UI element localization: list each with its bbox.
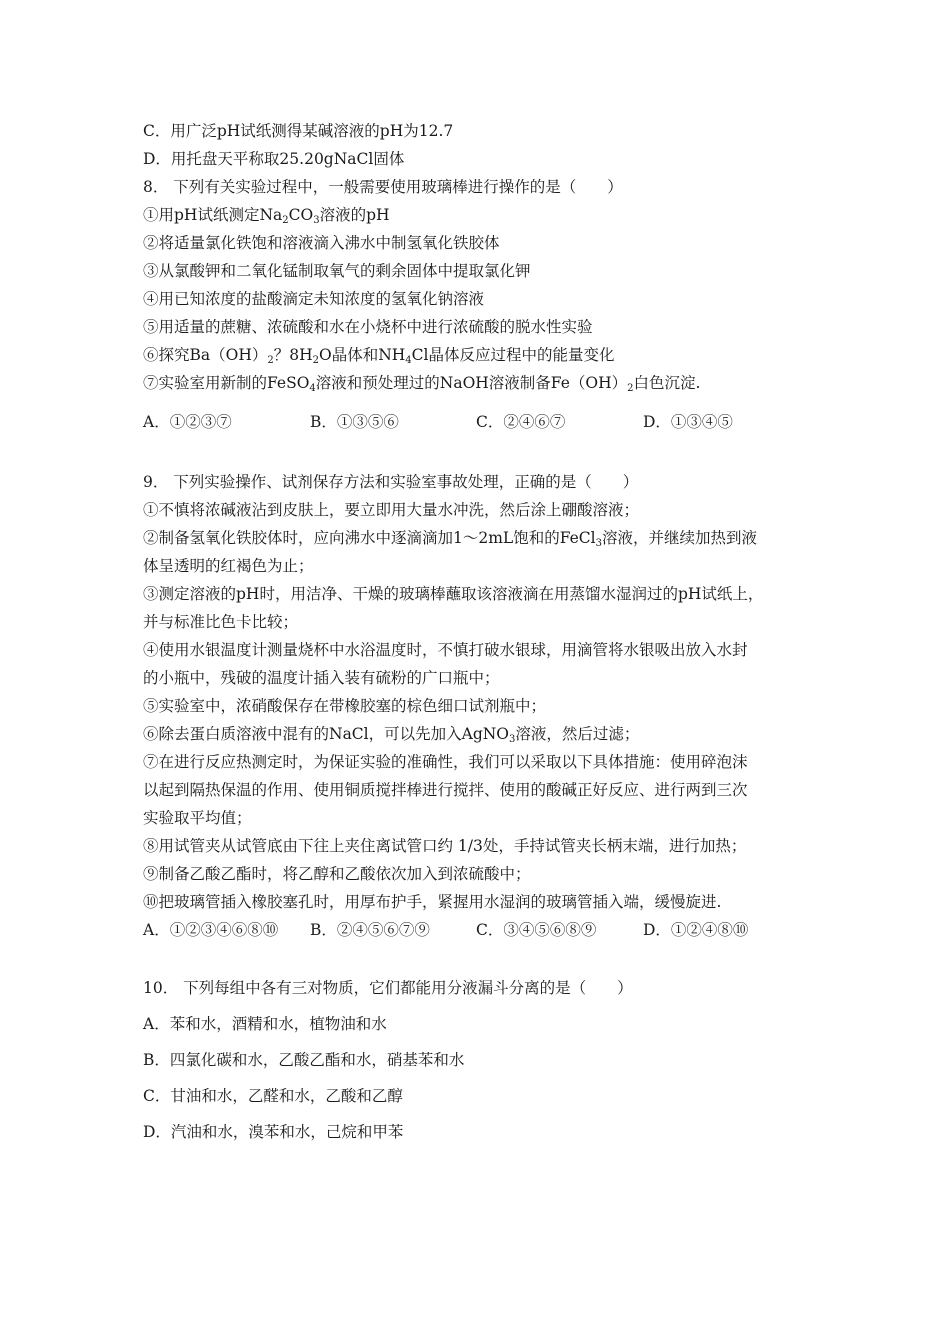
q9-item-8: ⑧用试管夹从试管底由下往上夹住离试管口约 1/3处，手持试管夹长柄末端，进行加热；: [143, 837, 747, 855]
q9-option-d[interactable]: D．①②④⑧⑩: [643, 921, 749, 939]
prev-option-c: C．用广泛pH试纸测得某碱溶液的pH为12.7: [143, 122, 454, 140]
question-10: [143, 974, 823, 1146]
prev-option-d: D．用托盘天平称取25.20gNaCl固体: [143, 150, 405, 168]
q10-option-d[interactable]: D．汽油和水，溴苯和水，己烷和甲苯: [143, 1123, 404, 1141]
q10-option-a[interactable]: A．苯和水，酒精和水，植物油和水: [143, 1015, 387, 1033]
q9-item-4: ④使用水银温度计测量烧杯中水浴温度时，不慎打破水银球，用滴管将水银吸出放入水封: [143, 641, 748, 659]
q9-item-3: ③测定溶液的pH时，用洁净、干燥的玻璃棒蘸取该溶液滴在用蒸馏水湿润过的pH试纸上，: [143, 585, 764, 603]
q9-item-1: ①不慎将浓碱液沾到皮肤上，要立即用大量水冲洗，然后涂上硼酸溶液；: [143, 501, 640, 519]
q9-item-9: ⑨制备乙酸乙酯时，将乙醇和乙酸依次加入到浓硫酸中；: [143, 865, 531, 883]
q9-stem: 9． 下列实验操作、试剂保存方法和实验室事故处理，正确的是（ ）: [143, 473, 639, 491]
q8-option-b[interactable]: B．①③⑤⑥: [310, 413, 399, 431]
q9-item-3-cont: 并与标准比色卡比较；: [143, 613, 299, 631]
question-content: [143, 117, 823, 1146]
q9-item-2: ②制备氢氧化铁胶体时，应向沸水中逐滴滴加1～2mL饱和的FeCl$_3$溶液，并继续加热到液: [143, 529, 758, 549]
q8-item-5: ⑤用适量的蔗糖、浓硫酸和水在小烧杯中进行浓硫酸的脱水性实验: [143, 318, 593, 336]
question-8: [143, 173, 823, 438]
q8-item-4: ④用已知浓度的盐酸滴定未知浓度的氢氧化钠溶液: [143, 290, 485, 308]
q8-item-1: ①用pH试纸测定$Na_2CO_3$溶液的pH: [143, 206, 390, 226]
q9-item-4-cont: 的小瓶中，残破的温度计插入装有硫粉的广口瓶中；: [143, 669, 500, 687]
q9-item-7-cont-2: 实验取平均值；: [143, 809, 252, 827]
q8-item-3: ③从氯酸钾和二氧化锰制取氧气的剩余固体中提取氯化钾: [143, 262, 531, 280]
q8-item-6: ⑥探究$Ba(OH)_2$？$8H_2O$晶体和$NH_4Cl$晶体反应过程中的能量变化: [143, 346, 615, 366]
q9-item-6: ⑥除去蛋白质溶液中混有的NaCl，可以先加入AgNO$_3$溶液，然后过滤；: [143, 725, 640, 745]
q8-options: [143, 408, 823, 438]
q9-item-5: ⑤实验室中，浓硝酸保存在带橡胶塞的棕色细口试剂瓶中；: [143, 697, 547, 715]
q8-option-a[interactable]: A．①②③⑦: [143, 413, 232, 431]
q8-item-7: ⑦实验室用新制的FeSO$_4$溶液和预处理过的NaOH溶液制备$Fe(OH)_2$白色沉淀.: [143, 374, 701, 394]
question-9: [143, 468, 823, 946]
q8-option-d[interactable]: D．①③④⑤: [643, 413, 733, 431]
q10-option-c[interactable]: C．甘油和水，乙醛和水，乙酸和乙醇: [143, 1087, 403, 1105]
q9-options: [143, 916, 823, 946]
q8-item-2: ②将适量氯化铁饱和溶液滴入沸水中制氢氧化铁胶体: [143, 234, 500, 252]
q9-item-2-cont: 体呈透明的红褐色为止；: [143, 557, 314, 575]
q9-option-b[interactable]: B．②④⑤⑥⑦⑨: [310, 921, 430, 939]
q10-stem: 10． 下列每组中各有三对物质，它们都能用分液漏斗分离的是（ ）: [143, 979, 633, 997]
q9-option-a[interactable]: A．①②③④⑥⑧⑩: [143, 921, 279, 939]
q9-option-c[interactable]: C．③④⑤⑥⑧⑨: [476, 921, 597, 939]
q10-option-b[interactable]: B．四氯化碳和水，乙酸乙酯和水，硝基苯和水: [143, 1051, 465, 1069]
q8-option-c[interactable]: C．②④⑥⑦: [476, 413, 566, 431]
q8-stem: 8． 下列有关实验过程中，一般需要使用玻璃棒进行操作的是（ ）: [143, 178, 623, 196]
q9-item-10: ⑩把玻璃管插入橡胶塞孔时，用厚布护手，紧握用水湿润的玻璃管插入端，缓慢旋进.: [143, 893, 722, 911]
q9-item-7-cont-1: 以起到隔热保温的作用、使用铜质搅拌棒进行搅拌、使用的酸碱正好反应、进行两到三次: [143, 781, 748, 799]
q9-item-7: ⑦在进行反应热测定时，为保证实验的准确性，我们可以采取以下具体措施：使用碎泡沫: [143, 753, 748, 771]
